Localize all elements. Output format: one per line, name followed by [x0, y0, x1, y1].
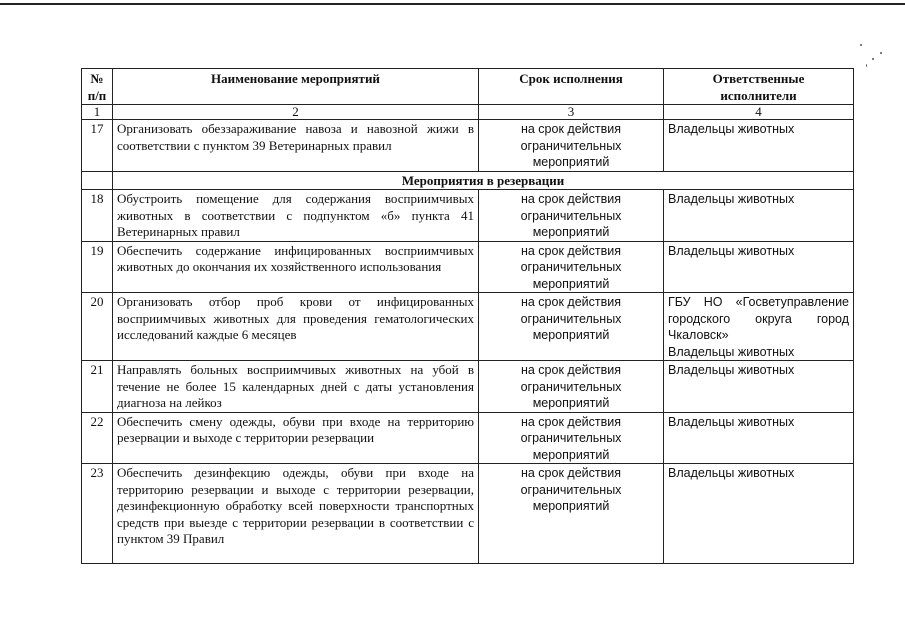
row-term: на срок действия ограничительных мероприятий — [479, 412, 664, 464]
row-term: на срок действия ограничительных мероприятий — [479, 190, 664, 242]
section-title: Мероприятия в резервации — [113, 171, 854, 190]
table-row — [82, 361, 854, 413]
table-row — [82, 120, 854, 172]
table-row — [82, 464, 854, 564]
section-heading-row — [82, 171, 854, 190]
column-index: 1 — [82, 105, 113, 120]
row-responsible-org: ГБУ НО «Госветуправление городского округа город Чкаловск» — [668, 295, 849, 342]
row-responsible: Владельцы животных — [664, 120, 854, 172]
row-responsible-owners: Владельцы животных — [668, 344, 795, 359]
row-number: 23 — [82, 464, 113, 564]
table-row — [82, 293, 854, 361]
row-measure-name: Обустроить помещение для содержания восприимчивых животных в соответствии с подпунктом «б» пункта 41 Ветеринарных правил — [113, 190, 479, 242]
table-row — [82, 190, 854, 242]
header-name: Наименование мероприятий — [113, 69, 479, 105]
row-number: 20 — [82, 293, 113, 361]
column-index: 3 — [479, 105, 664, 120]
row-number: 17 — [82, 120, 113, 172]
column-index-row — [82, 105, 854, 120]
column-index: 4 — [664, 105, 854, 120]
row-responsible — [664, 293, 854, 361]
section-spacer-cell — [82, 171, 113, 190]
scan-artifact — [880, 52, 882, 54]
row-measure-name: Обеспечить дезинфекцию одежды, обуви при входе на территорию резервации и выходе с территории резервации, дезинфекционную обработку всей поверхности транспортных средств при выезде с территории резервации в соответствии с пунктом 39 Правил — [113, 464, 479, 564]
row-number: 19 — [82, 241, 113, 293]
header-number — [82, 69, 113, 105]
row-measure-name: Обеспечить смену одежды, обуви при входе на территорию резервации и выходе с территории резервации — [113, 412, 479, 464]
table-row — [82, 412, 854, 464]
page-top-rule — [0, 3, 905, 5]
table-row — [82, 241, 854, 293]
header-responsible-line2: исполнители — [720, 87, 797, 103]
row-responsible: Владельцы животных — [664, 190, 854, 242]
row-measure-name: Направлять больных восприимчивых животных на убой в течение не более 15 календарных дней с даты установления диагноза на лейкоз — [113, 361, 479, 413]
header-number-line1: № — [90, 71, 104, 86]
row-measure-name: Организовать отбор проб крови от инфицированных восприимчивых животных для проведения гематологических исследований каждые 6 месяцев — [113, 293, 479, 361]
measures-table — [81, 68, 854, 564]
scan-artifact — [872, 58, 874, 60]
row-responsible: Владельцы животных — [664, 412, 854, 464]
scan-artifact — [866, 64, 867, 67]
row-term: на срок действия ограничительных мероприятий — [479, 464, 664, 564]
row-measure-name: Организовать обеззараживание навоза и навозной жижи в соответствии с пунктом 39 Ветеринарных правил — [113, 120, 479, 172]
row-measure-name: Обеспечить содержание инфицированных восприимчивых животных до окончания их хозяйственного использования — [113, 241, 479, 293]
row-number: 22 — [82, 412, 113, 464]
row-term: на срок действия ограничительных мероприятий — [479, 241, 664, 293]
scan-artifact — [860, 44, 862, 46]
row-term: на срок действия ограничительных мероприятий — [479, 361, 664, 413]
row-number: 21 — [82, 361, 113, 413]
header-responsible — [664, 69, 854, 105]
row-responsible: Владельцы животных — [664, 464, 854, 564]
row-responsible: Владельцы животных — [664, 361, 854, 413]
row-responsible: Владельцы животных — [664, 241, 854, 293]
header-number-line2: п/п — [87, 87, 107, 103]
table-header-row — [82, 69, 854, 105]
header-responsible-line1: Ответственные — [712, 71, 805, 86]
column-index: 2 — [113, 105, 479, 120]
header-term: Срок исполнения — [479, 69, 664, 105]
row-number: 18 — [82, 190, 113, 242]
row-term: на срок действия ограничительных мероприятий — [479, 293, 664, 361]
row-term: на срок действия ограничительных мероприятий — [479, 120, 664, 172]
